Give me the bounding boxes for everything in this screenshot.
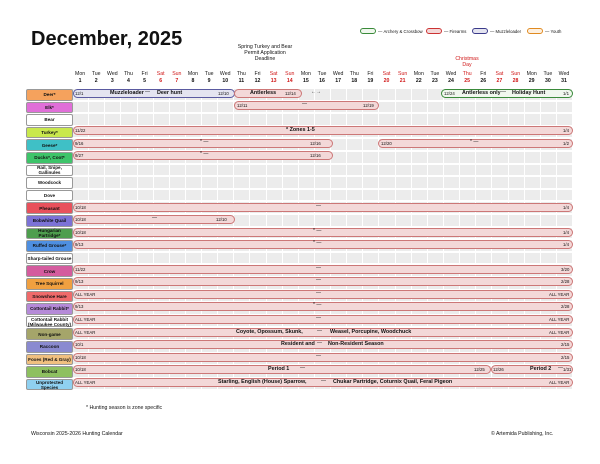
bobcat-p2: Period 2 — [530, 366, 552, 372]
day-number: 21 — [399, 78, 406, 84]
crow-start: 11/22 — [75, 267, 86, 272]
weekday-label: Sat — [495, 71, 504, 77]
day-number: 12 — [254, 78, 261, 84]
squirrel-start: 9/13 — [75, 279, 84, 284]
rabbit-bar — [73, 302, 573, 311]
species-label: Elk* — [26, 102, 73, 114]
day-header-7 — [169, 71, 185, 87]
arrow-icon: — — [316, 290, 321, 296]
legend-archery: — Archery & Crossbow — [360, 28, 423, 34]
weekday-label: Fri — [141, 71, 148, 77]
species-label: Cottontail Rabbit (Milwaukee County) — [27, 316, 72, 327]
pheasant-bar — [73, 203, 573, 212]
arrow-icon: * — — [313, 240, 322, 246]
christmas-note: Christmas Day — [455, 56, 479, 68]
arrow-icon: * — — [313, 228, 322, 234]
weekday-label: Mon — [75, 71, 86, 77]
weekday-label: Tue — [204, 71, 214, 77]
turkey-start: 11/22 — [75, 128, 86, 133]
day-header-14 — [282, 71, 298, 87]
weekday-label: Wed — [107, 71, 118, 77]
weekday-label: Tue — [91, 71, 101, 77]
deer-holiday-label: Holiday Hunt — [512, 90, 546, 96]
deer-hunt-label: Deer hunt — [157, 90, 183, 96]
day-number: 18 — [351, 78, 358, 84]
species-label: Bobwhite Quail — [26, 215, 73, 227]
day-header-13 — [266, 71, 282, 87]
species-label: Ruffed Grouse* — [26, 240, 73, 252]
weekday-label: Tue — [543, 71, 553, 77]
deer-hol-start: 12/24 — [444, 91, 455, 96]
deer-muzzleloader-label: Muzzleloader — [110, 90, 144, 96]
day-header-26 — [475, 71, 491, 87]
deer-holiday-bar — [441, 89, 573, 98]
zone-footnote: * Hunting season is zone specific — [86, 405, 163, 411]
weekday-label: Fri — [367, 71, 374, 77]
day-number: 23 — [432, 78, 438, 84]
day-header-27 — [491, 71, 507, 87]
day-number: 16 — [319, 78, 325, 84]
day-number: 31 — [561, 78, 567, 84]
day-header-20 — [378, 71, 394, 87]
rabbit-start: 9/13 — [75, 304, 84, 309]
ducks-mid: 12/16 — [310, 153, 321, 158]
deer-muzzleloader-bar — [73, 89, 235, 98]
arrow-icon: — — [558, 365, 563, 371]
species-label: Ducks*, Coot* — [26, 152, 73, 164]
weekday-label: Thu — [349, 71, 359, 77]
species-label: Rail, Snipe, Gallinules — [26, 165, 73, 177]
arrow-icon: — — [317, 340, 322, 346]
deer-al-end: 12/14 — [285, 91, 296, 96]
day-header-15 — [298, 71, 314, 87]
day-number: 4 — [126, 78, 130, 84]
weekday-label: Sat — [382, 71, 391, 77]
legend-muzzleloader: — Muzzleloader — [472, 28, 521, 34]
row-background — [72, 114, 572, 125]
species-label: Hungarian Partridge* — [26, 228, 73, 240]
day-header-6 — [153, 71, 169, 87]
day-number: 5 — [143, 78, 147, 84]
hare-bar — [73, 290, 573, 299]
weekday-label: Tue — [430, 71, 440, 77]
day-number: 27 — [496, 78, 503, 84]
geese-start: 9/16 — [75, 141, 84, 146]
day-number: 15 — [302, 78, 309, 84]
species-label: Pheasant — [26, 202, 73, 214]
day-header-12 — [249, 71, 265, 87]
raccoon-mid-b: Non-Resident Season — [328, 341, 384, 347]
weekday-label: Thu — [236, 71, 246, 77]
day-number: 29 — [528, 78, 535, 84]
arrow-icon: — — [316, 315, 321, 321]
arrow-icon: ←→ — [311, 89, 321, 95]
day-header-16 — [314, 71, 330, 87]
day-number: 25 — [464, 78, 471, 84]
deer-ml-end: 12/10 — [218, 91, 229, 96]
species-label: Crow — [26, 265, 73, 277]
bobcat-end: 1/31 — [563, 367, 572, 372]
weekday-label: Wed — [445, 71, 457, 77]
weekday-label: Sat — [269, 71, 278, 77]
ruffed-start: 9/13 — [75, 242, 84, 247]
deer-antlerless-only-label: Antlerless only — [462, 90, 501, 96]
weekday-label: Mon — [526, 71, 537, 77]
day-number: 11 — [238, 78, 245, 84]
unprot-b: Chukar Partridge, Coturnix Quail, Feral Pigeon — [333, 379, 453, 385]
arrow-icon: * — — [200, 139, 209, 145]
ruffed-bar — [73, 240, 573, 249]
weekday-label: Sun — [285, 71, 295, 77]
day-number: 17 — [335, 78, 342, 84]
arrow-icon: — — [321, 378, 326, 384]
day-number: 9 — [207, 78, 211, 84]
weekday-label: Thu — [462, 71, 472, 77]
day-number: 28 — [512, 78, 519, 84]
hungarian-end: 1/4 — [563, 230, 569, 235]
day-header-22 — [411, 71, 427, 87]
ducks-start: 9/27 — [75, 153, 84, 158]
page-title: December, 2025 — [31, 28, 183, 50]
geese-end: 1/2 — [563, 141, 569, 146]
day-number: 10 — [222, 78, 229, 84]
arrow-icon: * — — [200, 151, 209, 157]
species-label: Dove — [26, 190, 73, 202]
day-header-18 — [346, 71, 362, 87]
species-label: Turkey* — [26, 127, 73, 139]
arrow-icon: — — [302, 101, 307, 107]
arrow-icon: — — [152, 215, 157, 221]
unprot-a: Starling, English (House) Sparrow, — [218, 379, 307, 385]
raccoon-bar — [73, 340, 573, 349]
day-header-1 — [72, 71, 88, 87]
weekday-label: Mon — [413, 71, 424, 77]
weekday-label: Sun — [398, 71, 408, 77]
arrow-icon: — — [317, 328, 322, 334]
arrow-icon: — — [501, 89, 506, 95]
turkey-end: 1/4 — [563, 128, 569, 133]
day-number: 22 — [415, 78, 422, 84]
weekday-label: Mon — [187, 71, 199, 77]
weekday-label: Wed — [558, 71, 570, 77]
day-number: 14 — [286, 78, 293, 84]
unprot-start: ALL YEAR — [75, 380, 96, 385]
day-header-9 — [201, 71, 217, 87]
day-header-28 — [508, 71, 524, 87]
deer-antlerless-label: Antlerless — [250, 90, 277, 96]
squirrel-end: 2/28 — [561, 279, 570, 284]
fox-start: 10/18 — [75, 355, 86, 360]
footer-right: © Artemida Publishing, Inc. — [491, 431, 554, 437]
weekday-label: Fri — [480, 71, 487, 77]
crow-end: 3/20 — [561, 267, 570, 272]
turkey-bar — [73, 126, 573, 135]
species-label: Foxes (Red & Gray) — [26, 354, 73, 366]
bobcat-p1-end: 12/25 — [474, 367, 485, 372]
elk-end: 12/19 — [363, 103, 374, 108]
weekday-label: Sat — [156, 71, 165, 77]
day-number: 26 — [480, 78, 487, 84]
hungarian-bar — [73, 228, 573, 237]
quail-end: 12/10 — [216, 217, 227, 222]
weekday-label: Fri — [254, 71, 261, 77]
hungarian-start: 10/18 — [75, 230, 86, 235]
rabbitm-end: ALL YEAR — [549, 317, 570, 322]
species-label: Raccoon — [26, 341, 73, 353]
species-label: Sharp-tailed Grouse — [26, 253, 73, 265]
day-header-11 — [233, 71, 249, 87]
species-label: Woodcock — [26, 177, 73, 189]
bobcat-start: 10/18 — [75, 367, 86, 372]
arrow-icon: * — — [313, 302, 322, 308]
crow-bar — [73, 265, 573, 274]
day-number: 6 — [159, 78, 163, 84]
row-background — [72, 253, 572, 264]
day-header-30 — [540, 71, 556, 87]
legend-youth: — Youth — [527, 28, 561, 34]
ruffed-end: 1/4 — [563, 242, 569, 247]
nongame-start: ALL YEAR — [75, 330, 96, 335]
nongame-b: Weasel, Porcupine, Woodchuck — [330, 329, 412, 335]
weekday-label: Tue — [317, 71, 327, 77]
day-number: 8 — [191, 78, 195, 84]
day-header-19 — [362, 71, 378, 87]
weekday-label: Wed — [332, 71, 344, 77]
arrow-icon: — — [316, 203, 321, 209]
arrow-icon: — — [316, 353, 321, 359]
deer-start: 12/1 — [75, 91, 84, 96]
day-header-2 — [88, 71, 104, 87]
permit-deadline-note: Spring Turkey and Bear Permit Application Deadline — [237, 44, 293, 62]
raccoon-end: 2/15 — [561, 342, 570, 347]
arrow-icon: — — [316, 265, 321, 271]
day-number: 30 — [544, 78, 551, 84]
deer-end: 1/1 — [563, 91, 569, 96]
nongame-end: ALL YEAR — [549, 330, 570, 335]
species-label: Cottontail Rabbit* — [26, 303, 73, 315]
day-number: 13 — [270, 78, 277, 84]
geese-mid: 12/16 — [310, 141, 321, 146]
day-number: 7 — [175, 78, 179, 84]
hare-end: ALL YEAR — [549, 292, 570, 297]
day-header-3 — [104, 71, 120, 87]
day-header-4 — [120, 71, 136, 87]
weekday-label: Thu — [123, 71, 133, 77]
squirrel-bar — [73, 277, 573, 286]
rabbit-end: 2/28 — [561, 304, 570, 309]
turkey-zones-label: * Zones 1-5 — [286, 127, 315, 133]
day-number: 1 — [78, 78, 82, 84]
unprot-end: ALL YEAR — [549, 380, 570, 385]
fox-end: 2/15 — [561, 355, 570, 360]
rabbitm-start: ALL YEAR — [75, 317, 96, 322]
day-header-31 — [556, 71, 572, 87]
day-header-24 — [443, 71, 459, 87]
day-header-23 — [427, 71, 443, 87]
weekday-label: Mon — [300, 71, 311, 77]
raccoon-start: 10/1 — [75, 342, 84, 347]
weekday-label: Wed — [219, 71, 231, 77]
fox-bar — [73, 353, 573, 362]
species-label: Unprotected Species — [26, 379, 73, 391]
row-background — [72, 177, 572, 188]
geese-2: 12/20 — [381, 141, 392, 146]
quail-start: 10/18 — [75, 217, 86, 222]
species-label: Deer* — [26, 89, 73, 101]
day-number: 3 — [110, 78, 114, 84]
day-number: 20 — [383, 78, 390, 84]
arrow-icon: * — — [470, 139, 479, 145]
day-header-8 — [185, 71, 201, 87]
weekday-label: Sun — [510, 71, 521, 77]
pheasant-start: 10/18 — [75, 205, 86, 210]
day-header-29 — [524, 71, 540, 87]
weekday-label: Sun — [172, 71, 182, 77]
nongame-a: Coyote, Opossum, Skunk, — [236, 329, 303, 335]
species-label: Non-game — [26, 328, 73, 340]
species-label: Snowshoe Hare — [26, 291, 73, 303]
species-label: Bear — [26, 114, 73, 126]
day-header-21 — [395, 71, 411, 87]
arrow-icon: — — [145, 89, 150, 95]
arrow-icon: — — [300, 365, 305, 371]
species-label: Tree Squirrel — [26, 278, 73, 290]
elk-start: 12/11 — [237, 103, 248, 108]
arrow-icon: — — [316, 277, 321, 283]
day-number: 2 — [94, 78, 98, 84]
row-background — [72, 165, 572, 176]
species-label: Geese* — [26, 139, 73, 151]
legend-firearms: — Firearms — [426, 28, 466, 34]
day-header-5 — [137, 71, 153, 87]
day-header-17 — [330, 71, 346, 87]
row-background — [72, 190, 572, 201]
day-header-25 — [459, 71, 475, 87]
hare-start: ALL YEAR — [75, 292, 96, 297]
pheasant-end: 1/4 — [563, 205, 569, 210]
bobcat-p1: Period 1 — [268, 366, 290, 372]
day-number: 19 — [367, 78, 374, 84]
bobcat-p2-start: 12/26 — [493, 367, 504, 372]
species-label: Bobcat — [26, 366, 73, 378]
nongame-bar — [73, 328, 573, 337]
raccoon-mid-a: Resident and — [281, 341, 315, 347]
rabbit-milwaukee-bar — [73, 315, 573, 324]
day-number: 24 — [448, 78, 454, 84]
day-header-10 — [217, 71, 233, 87]
footer-left: Wisconsin 2025-2026 Hunting Calendar — [31, 431, 123, 437]
